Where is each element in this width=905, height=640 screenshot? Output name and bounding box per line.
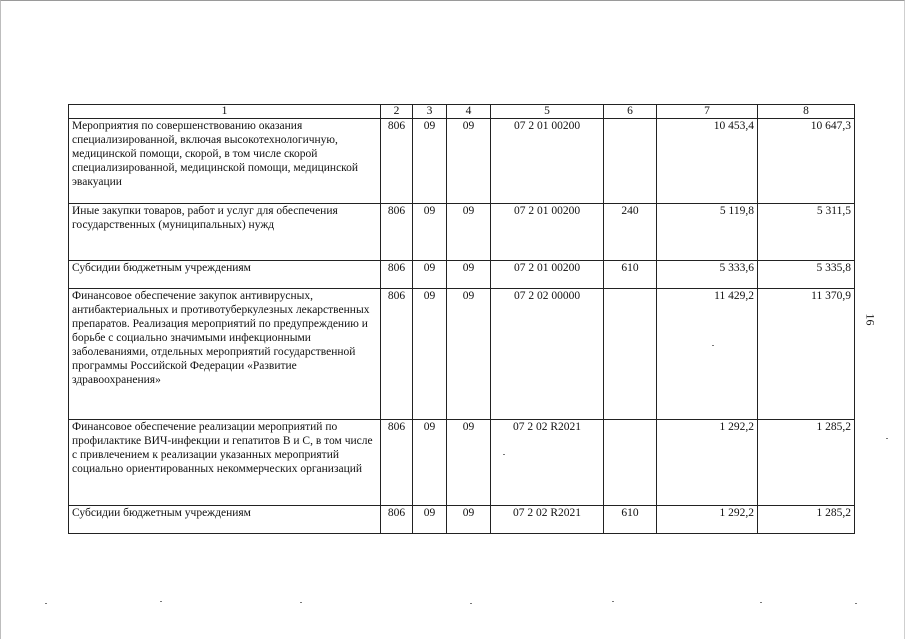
row-target-article: 07 2 01 00200: [491, 119, 604, 204]
row-expense-type: 610: [604, 506, 657, 534]
row-amount-year1: 11 429,2: [657, 289, 758, 420]
row-amount-year1: 10 453,4: [657, 119, 758, 204]
row-name: Финансовое обеспечение реализации мероприятий по профилактике ВИЧ-инфекции и гепатитов В и С, в том числе с привлечением к реализации указанных мероприятий социально ориентированных некоммерческих организаций: [69, 420, 381, 506]
row-expense-type: 240: [604, 204, 657, 261]
row-subsection: 09: [447, 261, 491, 289]
row-amount-year1: 5 119,8: [657, 204, 758, 261]
header-col-5: 5: [491, 105, 604, 119]
row-grbs: 806: [381, 204, 413, 261]
row-expense-type: 610: [604, 261, 657, 289]
scan-speck: [503, 454, 505, 455]
row-expense-type: [604, 289, 657, 420]
scan-speck: [612, 601, 614, 602]
row-section: 09: [413, 261, 447, 289]
row-name: Иные закупки товаров, работ и услуг для обеспечения государственных (муниципальных) нужд: [69, 204, 381, 261]
table-row: [69, 289, 855, 420]
table-row: [69, 261, 855, 289]
row-amount-year1: 5 333,6: [657, 261, 758, 289]
row-grbs: 806: [381, 506, 413, 534]
row-target-article: 07 2 01 00200: [491, 261, 604, 289]
row-subsection: 09: [447, 119, 491, 204]
table-row: [69, 119, 855, 204]
row-name: Субсидии бюджетным учреждениям: [69, 261, 381, 289]
row-amount-year1: 1 292,2: [657, 506, 758, 534]
row-name: Финансовое обеспечение закупок антивирусных, антибактериальных и противотуберкулезных лекарственных препаратов. Реализация мероприятий по предупреждению и борьбе с социально значимыми инфекционными заболеваниями, отдельных мероприятий государственной программы Российской Федерации «Развитие здравоохранения»: [69, 289, 381, 420]
budget-table: [68, 104, 855, 534]
row-target-article: 07 2 02 R2021: [491, 420, 604, 506]
row-section: 09: [413, 506, 447, 534]
row-subsection: 09: [447, 289, 491, 420]
row-subsection: 09: [447, 204, 491, 261]
row-expense-type: [604, 420, 657, 506]
row-amount-year2: 5 311,5: [758, 204, 855, 261]
header-col-4: 4: [447, 105, 491, 119]
row-section: 09: [413, 420, 447, 506]
row-amount-year2: 10 647,3: [758, 119, 855, 204]
header-col-6: 6: [604, 105, 657, 119]
row-grbs: 806: [381, 261, 413, 289]
header-col-8: 8: [758, 105, 855, 119]
table-row: [69, 204, 855, 261]
scan-speck: [470, 603, 472, 604]
page-number: 16: [863, 313, 878, 326]
row-target-article: 07 2 02 00000: [491, 289, 604, 420]
scan-speck: [760, 602, 762, 603]
scan-speck: [45, 603, 47, 604]
header-row: [69, 105, 855, 119]
row-grbs: 806: [381, 420, 413, 506]
row-amount-year2: 1 285,2: [758, 506, 855, 534]
row-grbs: 806: [381, 119, 413, 204]
row-section: 09: [413, 289, 447, 420]
scan-speck: [160, 601, 162, 602]
row-grbs: 806: [381, 289, 413, 420]
row-target-article: 07 2 02 R2021: [491, 506, 604, 534]
row-subsection: 09: [447, 420, 491, 506]
scan-speck: [300, 602, 302, 603]
header-col-3: 3: [413, 105, 447, 119]
row-amount-year2: 1 285,2: [758, 420, 855, 506]
row-subsection: 09: [447, 506, 491, 534]
header-col-1: 1: [69, 105, 381, 119]
row-name: Мероприятия по совершенствованию оказания специализированной, включая высокотехнологичную, медицинской помощи, скорой, в том числе скорой специализированной, медицинской помощи, медицинской эвакуации: [69, 119, 381, 204]
scan-speck: [712, 345, 714, 346]
header-col-2: 2: [381, 105, 413, 119]
scan-speck: [886, 438, 888, 439]
row-expense-type: [604, 119, 657, 204]
row-amount-year2: 11 370,9: [758, 289, 855, 420]
table-row: [69, 506, 855, 534]
row-name: Субсидии бюджетным учреждениям: [69, 506, 381, 534]
row-section: 09: [413, 119, 447, 204]
header-col-7: 7: [657, 105, 758, 119]
row-amount-year1: 1 292,2: [657, 420, 758, 506]
scan-speck: [855, 603, 857, 604]
table-row: [69, 420, 855, 506]
row-target-article: 07 2 01 00200: [491, 204, 604, 261]
row-amount-year2: 5 335,8: [758, 261, 855, 289]
row-section: 09: [413, 204, 447, 261]
